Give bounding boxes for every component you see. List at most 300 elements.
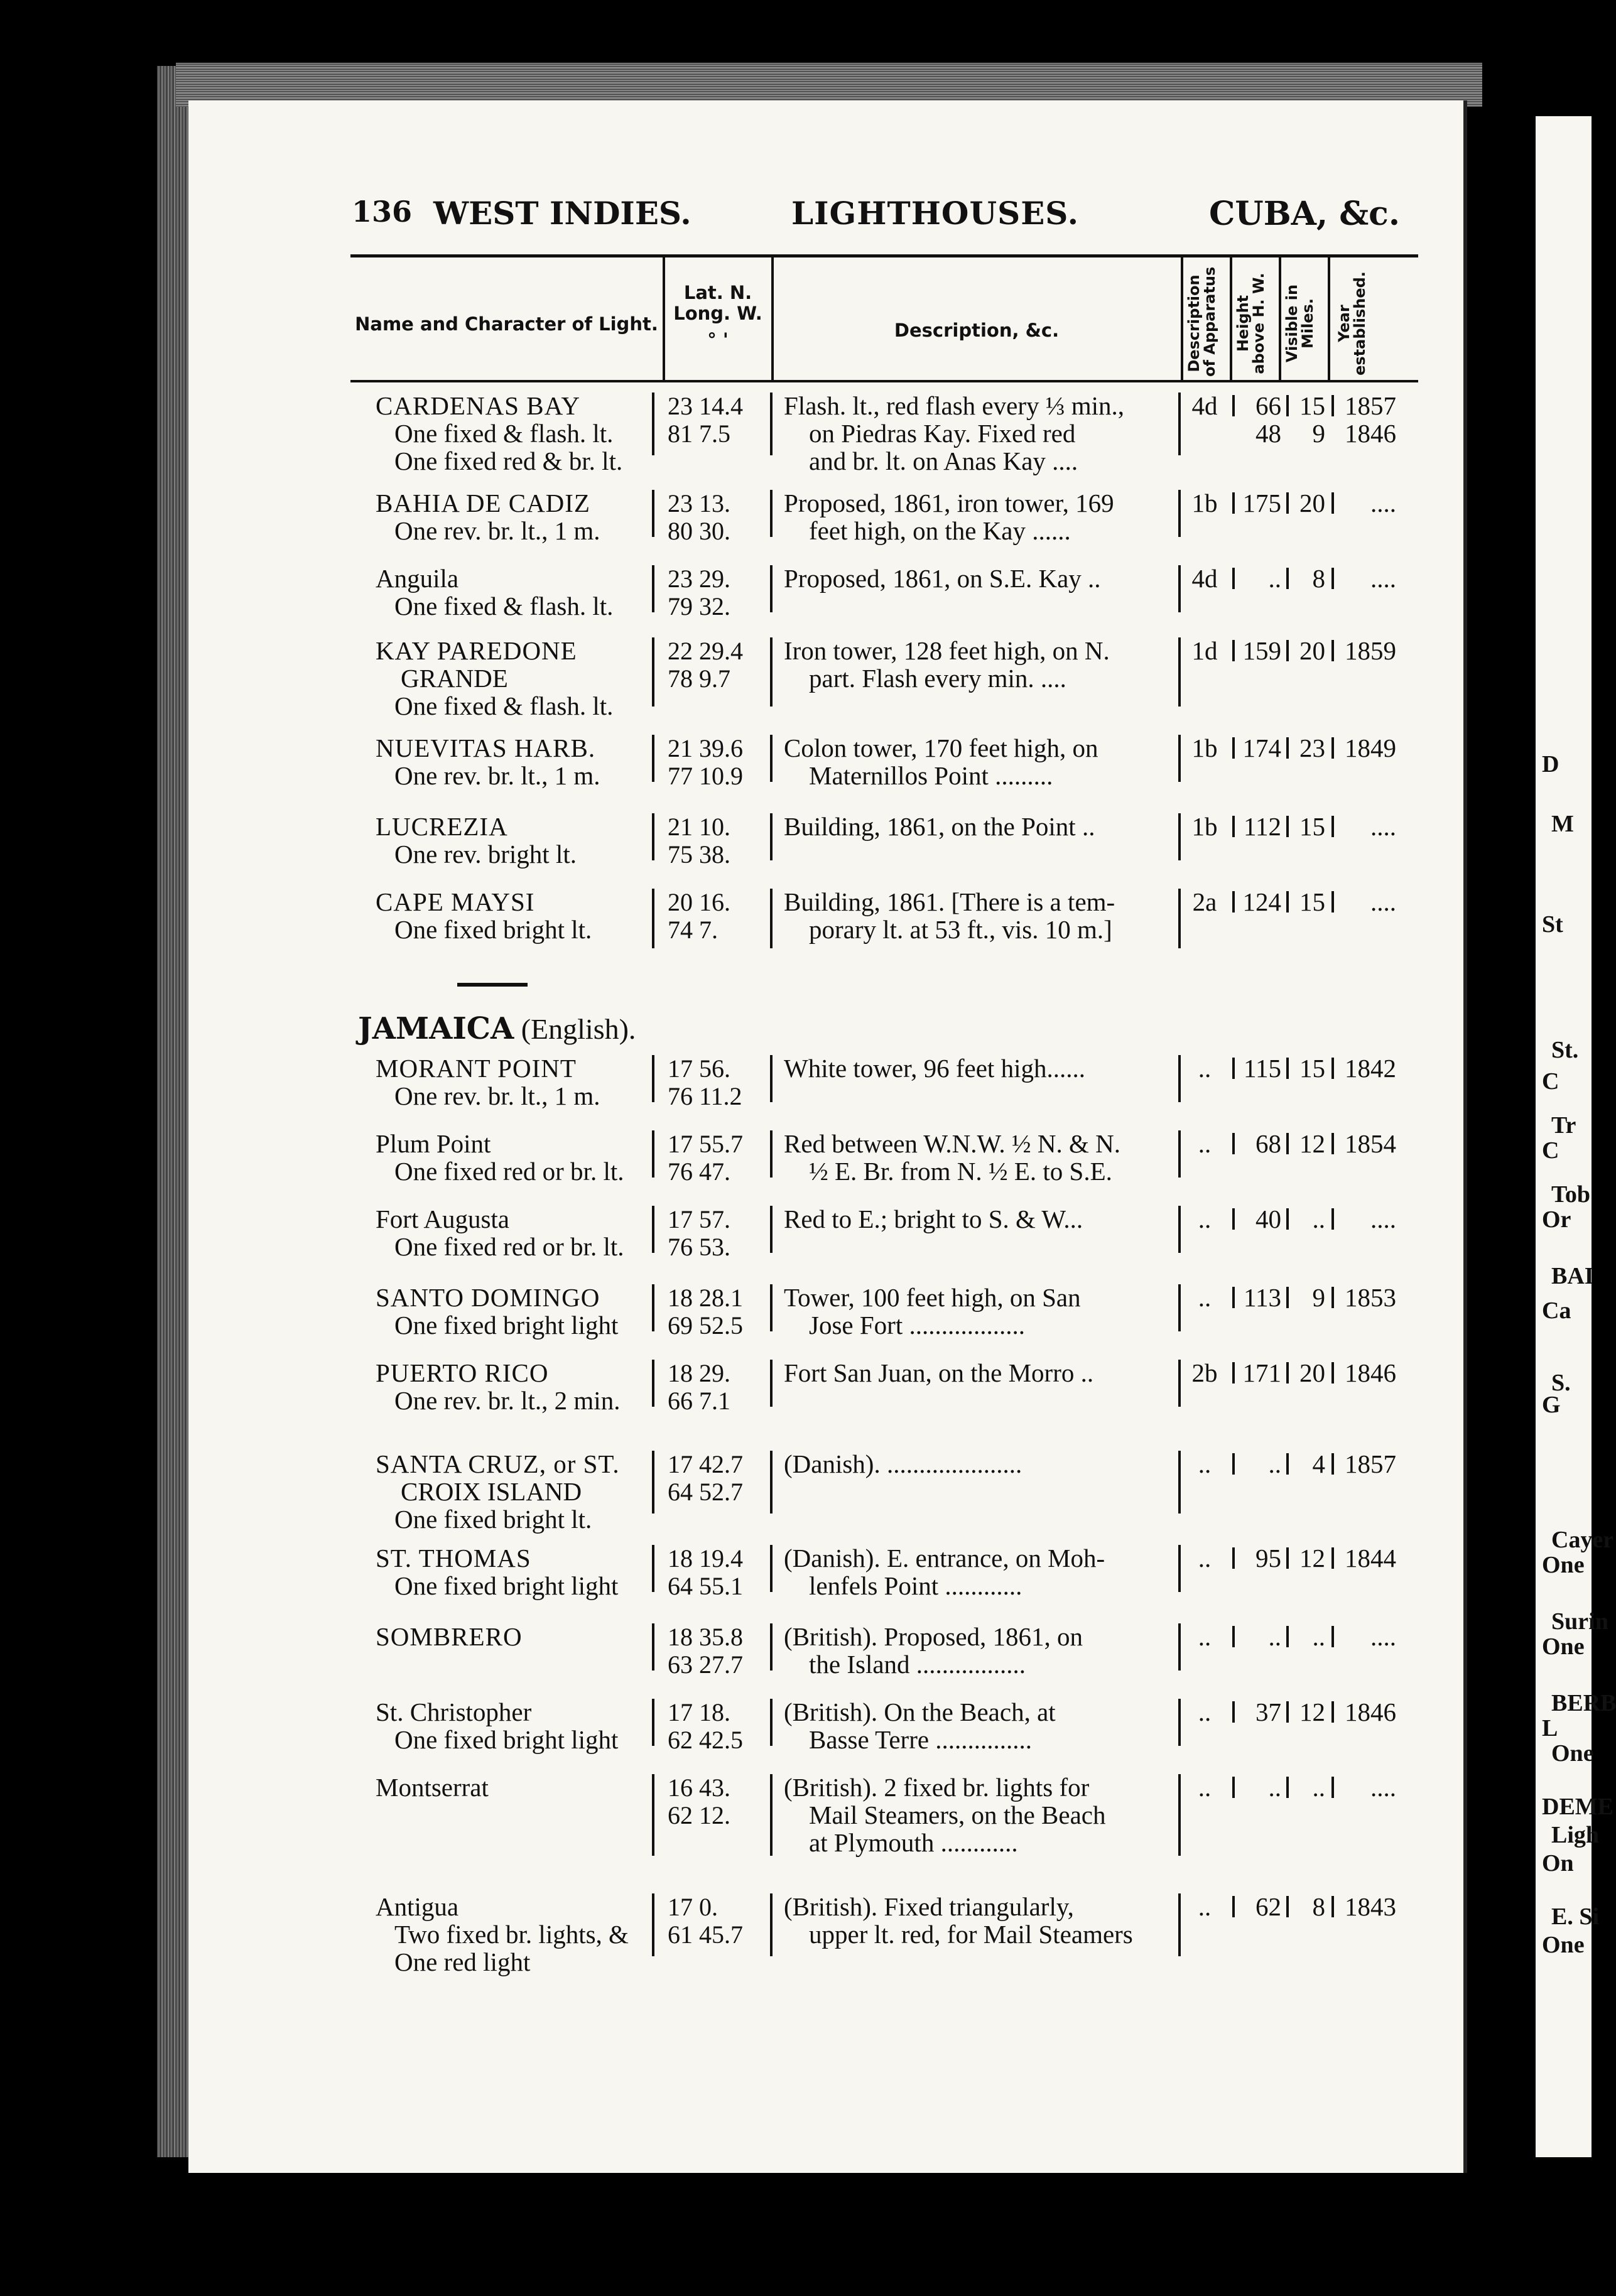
light-name: SANTA CRUZ, or ST. bbox=[376, 1449, 620, 1478]
table-row bbox=[350, 1774, 1418, 1868]
facing-page-fragment: S. bbox=[1551, 1370, 1571, 1396]
year-established: .... bbox=[1370, 812, 1396, 841]
column-rule bbox=[1178, 813, 1181, 860]
light-name: St. Christopher bbox=[376, 1698, 532, 1726]
column-rule bbox=[770, 637, 773, 707]
latitude: 23 29. bbox=[668, 565, 730, 593]
facing-page-fragment: One bbox=[1551, 1740, 1594, 1767]
year-established: .... bbox=[1370, 887, 1396, 916]
column-rule bbox=[1232, 492, 1235, 514]
description-line: Proposed, 1861, iron tower, 169 bbox=[784, 489, 1114, 517]
longitude: 76 53. bbox=[668, 1233, 730, 1261]
column-rule bbox=[770, 1055, 773, 1102]
facing-page-fragment: D bbox=[1542, 751, 1559, 777]
column-rule bbox=[1178, 889, 1181, 948]
column-rule bbox=[1178, 1284, 1181, 1331]
light-character: Two fixed br. lights, & bbox=[394, 1920, 629, 1949]
latitude: 18 35.8 bbox=[668, 1623, 743, 1651]
column-rule bbox=[1331, 1547, 1334, 1569]
height-above-hw: 115 bbox=[1244, 1054, 1281, 1083]
header-divider bbox=[771, 257, 774, 380]
column-rule bbox=[770, 889, 773, 948]
year-established: .... bbox=[1370, 489, 1396, 517]
year-established: .... bbox=[1370, 564, 1396, 593]
column-rule bbox=[652, 1360, 654, 1407]
latitude: 20 16. bbox=[668, 888, 730, 916]
apparatus: 1b bbox=[1191, 489, 1218, 517]
table-row bbox=[350, 565, 1418, 625]
column-rule bbox=[770, 1284, 773, 1331]
column-rule bbox=[1178, 1130, 1181, 1178]
facing-page-fragment: Ligh bbox=[1551, 1822, 1600, 1848]
facing-page-fragment: E. Si bbox=[1551, 1903, 1600, 1930]
column-rule bbox=[1331, 1626, 1334, 1647]
column-rule bbox=[1331, 1777, 1334, 1798]
height-above-hw: .. bbox=[1268, 1622, 1281, 1651]
latitude: 17 42.7 bbox=[668, 1450, 743, 1478]
column-rule bbox=[1286, 1133, 1289, 1154]
column-rule bbox=[1232, 568, 1235, 589]
description-line: Fort San Juan, on the Morro .. bbox=[784, 1358, 1094, 1387]
column-rule bbox=[652, 1130, 654, 1178]
apparatus: 1d bbox=[1191, 636, 1218, 665]
visible-miles: 20 bbox=[1299, 489, 1325, 517]
table-row bbox=[350, 1206, 1418, 1265]
description-line: the Island ................. bbox=[809, 1650, 1026, 1679]
description-line: Red between W.N.W. ½ N. & N. bbox=[784, 1129, 1120, 1158]
col-lat-header bbox=[664, 283, 771, 350]
column-rule bbox=[652, 1893, 654, 1956]
column-rule bbox=[1331, 1701, 1334, 1723]
latitude: 21 39.6 bbox=[668, 734, 743, 762]
light-character: One rev. br. lt., 1 m. bbox=[394, 516, 600, 545]
year-established: 1843 bbox=[1345, 1892, 1396, 1921]
apparatus: .. bbox=[1198, 1205, 1212, 1233]
light-name: SANTO DOMINGO bbox=[376, 1283, 600, 1312]
column-rule bbox=[770, 393, 773, 455]
facing-page-fragment: St. bbox=[1551, 1037, 1579, 1063]
visible-miles: 15 bbox=[1299, 887, 1325, 916]
longitude: 79 32. bbox=[668, 592, 730, 620]
height-above-hw: 62 bbox=[1255, 1892, 1281, 1921]
apparatus: .. bbox=[1198, 1129, 1212, 1158]
description-line: Tower, 100 feet high, on San bbox=[784, 1283, 1081, 1312]
facing-page-fragment: St bbox=[1542, 911, 1563, 938]
column-rule bbox=[1178, 637, 1181, 707]
description-line: White tower, 96 feet high...... bbox=[784, 1054, 1085, 1083]
column-rule bbox=[1331, 1896, 1334, 1917]
column-rule bbox=[652, 1451, 654, 1514]
center-title: LIGHTHOUSES. bbox=[791, 195, 1080, 232]
column-rule bbox=[1232, 1133, 1235, 1154]
light-character: One fixed bright lt. bbox=[394, 915, 592, 944]
description-line: (British). On the Beach, at bbox=[784, 1698, 1056, 1726]
column-rule bbox=[770, 813, 773, 860]
col-height-header: Height above H. W. bbox=[1234, 273, 1268, 374]
column-rule bbox=[652, 565, 654, 612]
column-rule bbox=[770, 1545, 773, 1592]
column-rule bbox=[1331, 1058, 1334, 1079]
apparatus: .. bbox=[1198, 1773, 1212, 1802]
latitude: 16 43. bbox=[668, 1773, 730, 1802]
description-line: Proposed, 1861, on S.E. Kay .. bbox=[784, 564, 1101, 593]
height-above-hw: 68 bbox=[1255, 1129, 1281, 1158]
column-rule bbox=[770, 565, 773, 612]
table-row bbox=[350, 1055, 1418, 1115]
header-divider bbox=[1230, 257, 1232, 380]
table-row bbox=[350, 1130, 1418, 1190]
column-rule bbox=[1286, 1701, 1289, 1723]
column-rule bbox=[1232, 395, 1235, 416]
column-rule bbox=[1331, 816, 1334, 837]
description-line: Building, 1861, on the Point .. bbox=[784, 812, 1095, 841]
light-character: One fixed bright light bbox=[394, 1571, 619, 1600]
apparatus: .. bbox=[1198, 1622, 1212, 1651]
latitude: 17 0. bbox=[668, 1893, 718, 1921]
column-rule bbox=[770, 1623, 773, 1671]
longitude: 63 27.7 bbox=[668, 1650, 743, 1679]
section-title: WEST INDIES. bbox=[433, 195, 691, 232]
visible-miles: 12 bbox=[1299, 1129, 1325, 1158]
facing-page-fragment: One bbox=[1542, 1552, 1585, 1578]
light-name: ST. THOMAS bbox=[376, 1544, 531, 1573]
facing-page-fragment: DEME bbox=[1542, 1794, 1613, 1820]
facing-page-fragment: Tr bbox=[1551, 1112, 1576, 1139]
description-line: lenfels Point ............ bbox=[809, 1571, 1022, 1600]
table-row bbox=[350, 1892, 1418, 1976]
right-title: CUBA, &c. bbox=[1209, 195, 1400, 233]
column-rule bbox=[1331, 891, 1334, 912]
column-rule bbox=[1331, 568, 1334, 589]
light-character: One rev. br. lt., 1 m. bbox=[394, 1081, 600, 1110]
column-rule bbox=[652, 490, 654, 537]
facing-page-fragment: Or bbox=[1542, 1206, 1571, 1233]
apparatus: .. bbox=[1198, 1449, 1212, 1478]
col-visible-header: Visible in Miles. bbox=[1283, 284, 1317, 363]
column-rule bbox=[1232, 640, 1235, 661]
column-rule bbox=[1286, 395, 1289, 416]
year-established: 1846 bbox=[1345, 1698, 1396, 1726]
description-line: at Plymouth ............ bbox=[809, 1828, 1018, 1857]
visible-miles: .. bbox=[1312, 1773, 1325, 1802]
height-above-hw: 113 bbox=[1244, 1283, 1281, 1312]
light-character: GRANDE bbox=[401, 664, 508, 693]
header-divider bbox=[1181, 257, 1183, 380]
light-character: One fixed bright lt. bbox=[394, 1505, 592, 1534]
column-rule bbox=[652, 1699, 654, 1746]
table-row bbox=[350, 391, 1418, 475]
height-above-hw: .. bbox=[1268, 1449, 1281, 1478]
longitude: 75 38. bbox=[668, 840, 730, 869]
facing-page-fragment: M bbox=[1551, 811, 1574, 837]
column-rule bbox=[770, 1451, 773, 1514]
description-line: Mail Steamers, on the Beach bbox=[809, 1801, 1106, 1829]
light-name: Montserrat bbox=[376, 1773, 489, 1802]
visible-miles: 8 bbox=[1312, 564, 1325, 593]
column-rule bbox=[1178, 1774, 1181, 1856]
column-rule bbox=[770, 490, 773, 537]
column-rule bbox=[1331, 640, 1334, 661]
column-rule bbox=[1232, 1058, 1235, 1079]
column-rule bbox=[1232, 816, 1235, 837]
long-label: Long. W. bbox=[673, 303, 762, 325]
column-rule bbox=[1232, 1777, 1235, 1798]
light-name: LUCREZIA bbox=[376, 812, 508, 841]
facing-page-fragment: Cayer bbox=[1551, 1527, 1614, 1553]
light-character: CROIX ISLAND bbox=[401, 1477, 582, 1506]
description-line: Building, 1861. [There is a tem- bbox=[784, 887, 1115, 916]
light-character: One fixed bright light bbox=[394, 1311, 619, 1340]
column-rule bbox=[1232, 1701, 1235, 1723]
column-rule bbox=[652, 393, 654, 455]
column-rule bbox=[1178, 1545, 1181, 1592]
light-name: NUEVITAS HARB. bbox=[376, 734, 596, 762]
column-rule bbox=[1232, 1547, 1235, 1569]
visible-miles: 12 bbox=[1299, 1544, 1325, 1573]
column-rule bbox=[770, 1774, 773, 1856]
col-desc-header: Description, &c. bbox=[894, 320, 1060, 341]
column-rule bbox=[1232, 1208, 1235, 1230]
visible-miles: 23 bbox=[1299, 734, 1325, 762]
col-name-header: Name and Character of Light. bbox=[355, 313, 658, 335]
height-above-hw: 171 bbox=[1242, 1358, 1281, 1387]
latitude: 17 57. bbox=[668, 1205, 730, 1233]
column-rule bbox=[1178, 565, 1181, 612]
jamaica-heading bbox=[358, 1011, 636, 1046]
longitude: 66 7.1 bbox=[668, 1387, 730, 1415]
visible-miles: 15 bbox=[1299, 812, 1325, 841]
column-rule bbox=[1178, 1360, 1181, 1407]
table-row bbox=[350, 1699, 1418, 1758]
header-divider bbox=[1279, 257, 1281, 380]
description-line: Jose Fort .................. bbox=[809, 1311, 1025, 1340]
light-character: One rev. bright lt. bbox=[394, 840, 577, 869]
column-rule bbox=[652, 813, 654, 860]
table-top-rule bbox=[350, 254, 1418, 257]
column-rule bbox=[1286, 816, 1289, 837]
header-bottom-rule bbox=[350, 380, 1418, 382]
apparatus: 4d bbox=[1191, 564, 1218, 593]
apparatus: 1b bbox=[1191, 734, 1218, 762]
latitude: 17 56. bbox=[668, 1054, 730, 1083]
latitude: 18 29. bbox=[668, 1359, 730, 1387]
light-character: One rev. br. lt., 1 m. bbox=[394, 761, 600, 790]
column-rule bbox=[1232, 737, 1235, 759]
jamaica-note: (English). bbox=[521, 1013, 636, 1045]
facing-page-fragment: C bbox=[1542, 1068, 1559, 1095]
column-rule bbox=[1286, 737, 1289, 759]
description-line: Flash. lt., red flash every ⅓ min., bbox=[784, 391, 1125, 420]
description-line: (British). Proposed, 1861, on bbox=[784, 1622, 1083, 1651]
facing-page-fragment: L bbox=[1542, 1715, 1558, 1741]
year-established: 1846 bbox=[1345, 1358, 1396, 1387]
longitude: 62 42.5 bbox=[668, 1726, 743, 1754]
year-established: .... bbox=[1370, 1773, 1396, 1802]
column-rule bbox=[652, 1206, 654, 1253]
column-rule bbox=[1178, 1699, 1181, 1746]
height-above-hw: 37 bbox=[1255, 1698, 1281, 1726]
facing-page-fragment: Surin bbox=[1551, 1608, 1608, 1635]
apparatus: .. bbox=[1198, 1698, 1212, 1726]
column-rule bbox=[770, 735, 773, 782]
col-apparatus-header: Description of Apparatus bbox=[1185, 266, 1219, 377]
column-rule bbox=[1331, 492, 1334, 514]
longitude: 62 12. bbox=[668, 1801, 730, 1829]
column-rule bbox=[652, 1623, 654, 1671]
column-rule bbox=[1331, 1208, 1334, 1230]
visible-miles: 8 bbox=[1312, 1892, 1325, 1921]
light-character: One fixed red & br. lt. bbox=[394, 447, 623, 475]
year-established: 1859 bbox=[1345, 636, 1396, 665]
column-rule bbox=[1178, 1893, 1181, 1956]
apparatus: 2b bbox=[1191, 1358, 1218, 1387]
column-rule bbox=[1331, 1133, 1334, 1154]
visible-miles: 9 bbox=[1312, 419, 1325, 448]
table-row bbox=[350, 1545, 1418, 1605]
column-rule bbox=[1232, 1453, 1235, 1475]
visible-miles: 12 bbox=[1299, 1698, 1325, 1726]
light-name: KAY PAREDONE bbox=[376, 636, 577, 665]
apparatus: 2a bbox=[1192, 887, 1217, 916]
longitude: 76 11.2 bbox=[668, 1082, 742, 1110]
lighthouse-table bbox=[350, 254, 1418, 1994]
column-rule bbox=[652, 735, 654, 782]
column-rule bbox=[1178, 1206, 1181, 1253]
facing-page-fragment: BERB bbox=[1551, 1690, 1616, 1716]
longitude: 61 45.7 bbox=[668, 1920, 743, 1949]
page-header bbox=[352, 195, 1419, 239]
facing-page-fragment: Ca bbox=[1542, 1297, 1571, 1324]
height-above-hw: 159 bbox=[1242, 636, 1281, 665]
column-rule bbox=[1178, 1451, 1181, 1514]
table-row bbox=[350, 735, 1418, 794]
table-row bbox=[350, 813, 1418, 873]
longitude: 64 52.7 bbox=[668, 1478, 743, 1506]
latitude: 18 19.4 bbox=[668, 1544, 743, 1573]
year-established: .... bbox=[1370, 1205, 1396, 1233]
latitude: 18 28.1 bbox=[668, 1284, 743, 1312]
latitude: 17 18. bbox=[668, 1698, 730, 1726]
apparatus: .. bbox=[1198, 1544, 1212, 1573]
light-character: One fixed & flash. lt. bbox=[394, 419, 614, 448]
latitude: 17 55.7 bbox=[668, 1130, 743, 1158]
facing-page-fragment: G bbox=[1542, 1392, 1561, 1418]
table-row bbox=[350, 1449, 1418, 1534]
page-number: 136 bbox=[352, 195, 413, 229]
description-line: part. Flash every min. .... bbox=[809, 664, 1066, 693]
latitude: 21 10. bbox=[668, 813, 730, 841]
column-rule bbox=[652, 1774, 654, 1856]
light-name: BAHIA DE CADIZ bbox=[376, 489, 590, 517]
column-rule bbox=[1232, 891, 1235, 912]
col-year-header: Year established. bbox=[1335, 271, 1369, 376]
height-above-hw: 48 bbox=[1255, 419, 1281, 448]
longitude: 80 30. bbox=[668, 517, 730, 545]
visible-miles: 15 bbox=[1299, 1054, 1325, 1083]
degree-minute-units: ° ' bbox=[707, 328, 729, 350]
column-rule bbox=[1331, 395, 1334, 416]
facing-page-fragment: C bbox=[1542, 1137, 1559, 1164]
light-character: One rev. br. lt., 2 min. bbox=[394, 1386, 621, 1415]
description-line: feet high, on the Kay ...... bbox=[809, 516, 1071, 545]
height-above-hw: 175 bbox=[1242, 489, 1281, 517]
year-established: 1844 bbox=[1345, 1544, 1396, 1573]
column-rule bbox=[1286, 1896, 1289, 1917]
light-name: MORANT POINT bbox=[376, 1054, 577, 1083]
year-established: 1854 bbox=[1345, 1129, 1396, 1158]
column-rule bbox=[652, 1284, 654, 1331]
lat-label: Lat. N. bbox=[683, 282, 752, 303]
light-name: PUERTO RICO bbox=[376, 1358, 549, 1387]
column-rule bbox=[770, 1893, 773, 1956]
description-line: on Piedras Kay. Fixed red bbox=[809, 419, 1076, 448]
apparatus: 1b bbox=[1191, 812, 1218, 841]
column-rule bbox=[1331, 1362, 1334, 1384]
table-row bbox=[350, 1623, 1418, 1683]
facing-page-fragment: One bbox=[1542, 1932, 1585, 1958]
apparatus: .. bbox=[1198, 1054, 1212, 1083]
facing-page-edge bbox=[1536, 116, 1616, 2157]
description-line: (British). 2 fixed br. lights for bbox=[784, 1773, 1090, 1802]
column-rule bbox=[1331, 1287, 1334, 1308]
height-above-hw: 112 bbox=[1244, 812, 1281, 841]
height-above-hw: .. bbox=[1268, 1773, 1281, 1802]
description-line: porary lt. at 53 ft., vis. 10 m.] bbox=[809, 915, 1112, 944]
description-line: (Danish). E. entrance, on Moh- bbox=[784, 1544, 1105, 1573]
longitude: 74 7. bbox=[668, 916, 718, 944]
light-name: Antigua bbox=[376, 1892, 459, 1921]
apparatus: 4d bbox=[1191, 391, 1218, 420]
light-name: CARDENAS BAY bbox=[376, 391, 581, 420]
visible-miles: .. bbox=[1312, 1622, 1325, 1651]
facing-page-fragment: On bbox=[1542, 1850, 1574, 1876]
column-rule bbox=[1286, 1208, 1289, 1230]
column-rule bbox=[1178, 1055, 1181, 1102]
year-established: 1846 bbox=[1345, 419, 1396, 448]
column-rule bbox=[770, 1360, 773, 1407]
visible-miles: 20 bbox=[1299, 636, 1325, 665]
column-rule bbox=[1178, 735, 1181, 782]
column-rule bbox=[1232, 1896, 1235, 1917]
table-row bbox=[350, 1284, 1418, 1344]
light-name: SOMBRERO bbox=[376, 1622, 523, 1651]
light-character: One fixed & flash. lt. bbox=[394, 592, 614, 620]
column-rule bbox=[652, 1545, 654, 1592]
year-established: 1842 bbox=[1345, 1054, 1396, 1083]
header-divider bbox=[1328, 257, 1330, 380]
visible-miles: 15 bbox=[1299, 391, 1325, 420]
column-rule bbox=[1286, 1058, 1289, 1079]
column-rule bbox=[1286, 891, 1289, 912]
light-name: Fort Augusta bbox=[376, 1205, 509, 1233]
longitude: 77 10.9 bbox=[668, 762, 743, 790]
column-rule bbox=[1286, 1362, 1289, 1384]
latitude: 23 13. bbox=[668, 489, 730, 517]
description-line: Colon tower, 170 feet high, on bbox=[784, 734, 1098, 762]
column-rule bbox=[652, 889, 654, 948]
latitude: 22 29.4 bbox=[668, 637, 743, 665]
column-rule bbox=[1178, 393, 1181, 455]
section-divider bbox=[457, 983, 528, 987]
light-name: CAPE MAYSI bbox=[376, 887, 535, 916]
apparatus: .. bbox=[1198, 1892, 1212, 1921]
light-character: One fixed bright light bbox=[394, 1725, 619, 1754]
visible-miles: 20 bbox=[1299, 1358, 1325, 1387]
longitude: 78 9.7 bbox=[668, 664, 730, 693]
column-rule bbox=[1232, 1362, 1235, 1384]
column-rule bbox=[1286, 1626, 1289, 1647]
description-line: (British). Fixed triangularly, bbox=[784, 1892, 1074, 1921]
